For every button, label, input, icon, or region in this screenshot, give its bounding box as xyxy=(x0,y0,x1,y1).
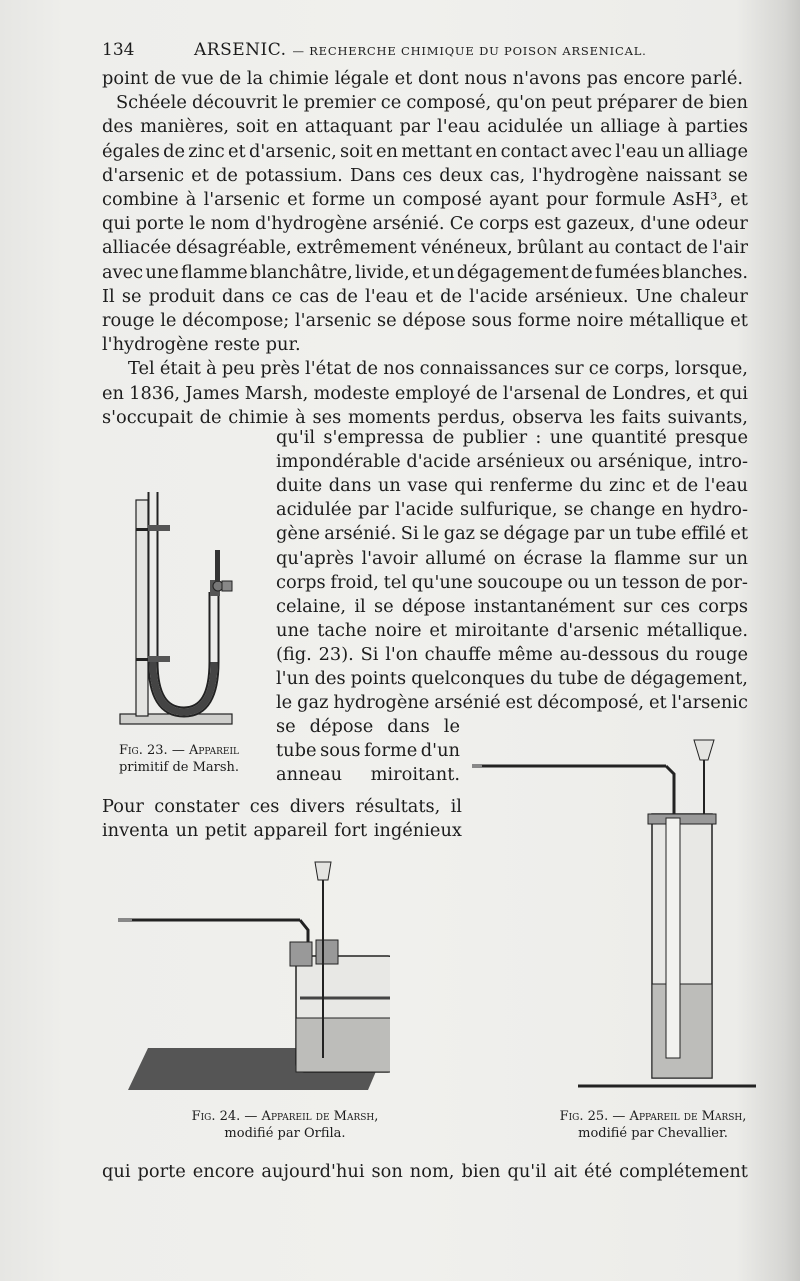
text-line: point de vue de la chimie légale et dont nous n'avons pas encore parlé. xyxy=(102,68,744,89)
figure-25-illustration xyxy=(470,734,760,1092)
text-line: le gaz hydrogène arsénié est décomposé, et l'arsenic xyxy=(276,692,748,714)
figure-23-caption xyxy=(104,742,254,776)
header-subtitle: — RECHERCHE CHIMIQUE DU POISON ARSENICAL. xyxy=(292,44,647,58)
page-number: 134 xyxy=(102,40,135,60)
header-title: ARSENIC. xyxy=(194,40,287,60)
text-line: qu'après l'avoir allumé on écrase la flamme sur un xyxy=(276,547,748,569)
text-line: corps froid, tel qu'une soucoupe ou un tesson de por- xyxy=(276,571,748,593)
text-line: avec une flamme blanchâtre, livide, et un dégagement de fumées blanches. xyxy=(102,261,748,283)
text-line: en 1836, James Marsh, modeste employé de l'arsenal de Londres, et qui xyxy=(102,382,748,404)
text-line: acidulée par l'acide sulfurique, se change en hydro- xyxy=(276,499,748,521)
text-line: duite dans un vase qui renferme du zinc et de l'eau xyxy=(276,475,748,497)
text-line: l'hydrogène reste pur. xyxy=(102,334,301,356)
text-line: (fig. 23). Si l'on chauffe même au-dessous du rouge xyxy=(276,643,748,665)
text-line: Il se produit dans ce cas de l'eau et de l'acide arsénieux. Une chaleur xyxy=(102,285,748,307)
figure-25-caption-line2: modifié par Chevallier. xyxy=(578,1126,728,1141)
text-line: impondérable d'acide arsénieux ou arsénique, intro- xyxy=(276,451,748,473)
text-line: d'arsenic et de potassium. Dans ces deux cas, l'hydrogène naissant se xyxy=(102,164,748,186)
figure-24-caption-line2: modifié par Orfila. xyxy=(224,1126,346,1141)
text-line: des manières, soit en attaquant par l'eau acidulée un alliage à parties xyxy=(102,116,748,138)
text-line: inventa un petit appareil fort ingénieux xyxy=(102,820,462,841)
text-line: tube sous forme d'un xyxy=(276,740,460,762)
text-line: celaine, il se dépose instantanément sur ces corps xyxy=(276,595,748,617)
text-line: égales de zinc et d'arsenic, soit en mettant en contact avec l'eau un alliage xyxy=(102,140,748,162)
text-line: se dépose dans le xyxy=(276,716,460,738)
text-line: Tel était à peu près l'état de nos connaissances sur ce corps, lorsque, xyxy=(128,358,748,380)
figure-23-caption-line2: primitif de Marsh. xyxy=(118,760,240,775)
text-line: Pour constater ces divers résultats, il xyxy=(102,796,462,817)
text-line: Schéele découvrit le premier ce composé, qu'on peut préparer de bien xyxy=(116,92,748,114)
text-line: qu'il s'empressa de publier : une quantité presque xyxy=(276,427,748,448)
text-line: gène arsénié. Si le gaz se dégage par un tube effilé et xyxy=(276,523,748,545)
text-line: l'un des points quelconques du tube de dégagement, xyxy=(276,668,748,689)
text-line: s'occupait de chimie à ses moments perdus, observa les faits suivants, xyxy=(102,406,748,428)
text-line: alliacée désagréable, extrêmement vénéneux, brûlant au contact de l'air xyxy=(102,237,748,259)
figure-25-caption-line1: Fig. 25. — Appareil de Marsh, xyxy=(559,1109,747,1124)
text-line: une tache noire et miroitante d'arsenic métallique. xyxy=(276,619,748,641)
figure-23-illustration xyxy=(118,462,238,730)
text-line: qui porte le nom d'hydrogène arsénié. Ce corps est gazeux, d'une odeur xyxy=(102,213,748,235)
figure-24-illustration xyxy=(118,858,390,1096)
figure-25-caption xyxy=(528,1108,778,1142)
text-line: anneau miroitant. xyxy=(276,764,460,786)
text-line: qui porte encore aujourd'hui son nom, bien qu'il ait été complétement xyxy=(102,1161,748,1182)
figure-24-caption xyxy=(160,1108,410,1142)
text-line: rouge le décompose; l'arsenic se dépose sous forme noire métallique et xyxy=(102,310,748,331)
text-line: combine à l'arsenic et forme un composé ayant pour formule AsH³, et xyxy=(102,189,748,210)
figure-23-caption-line1: Fig. 23. — Appareil xyxy=(118,743,240,758)
figure-24-caption-line1: Fig. 24. — Appareil de Marsh, xyxy=(191,1109,379,1124)
header-title-line xyxy=(194,40,647,60)
